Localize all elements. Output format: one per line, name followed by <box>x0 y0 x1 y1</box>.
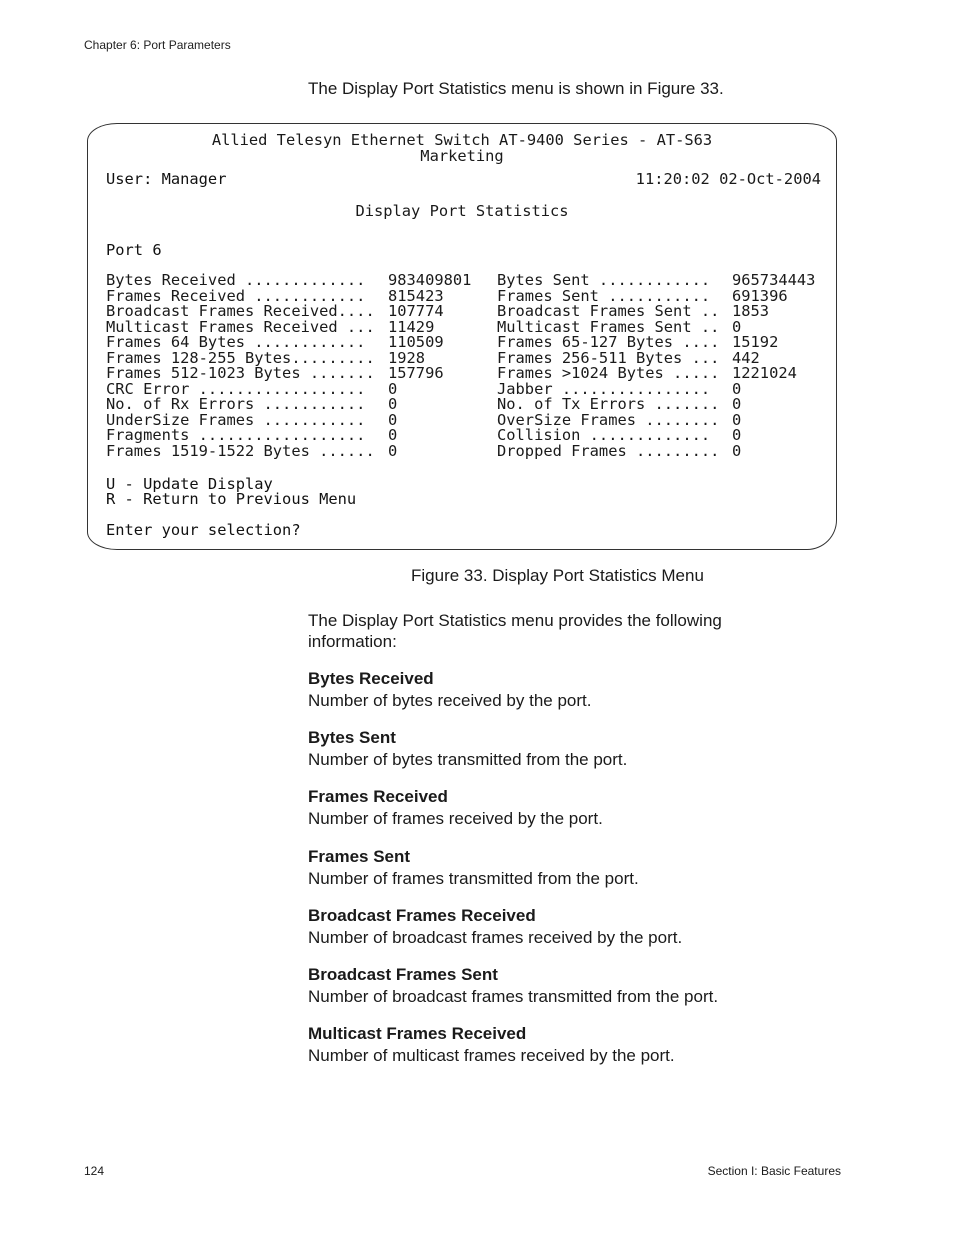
stat-label: No. of Tx Errors ....... <box>497 395 720 413</box>
stat-value: 1928 <box>388 348 426 367</box>
stat-label: Bytes Sent ............ <box>497 271 711 289</box>
page-number: 124 <box>84 1164 105 1178</box>
stat-value: 0 <box>732 395 742 413</box>
stat-label: Multicast Frames Sent .. <box>497 317 720 336</box>
stat-value: 11429 <box>388 317 435 336</box>
terminal-datetime: 11:20:02 02-Oct-2004 <box>635 170 821 188</box>
terminal-port: Port 6 <box>106 241 162 259</box>
stat-value: 983409801 <box>388 271 472 289</box>
stat-label: Jabber ................ <box>497 379 711 398</box>
figure-caption: Figure 33. Display Port Statistics Menu <box>411 566 704 585</box>
left-stats-labels <box>106 273 375 459</box>
stat-label: Frames 128-255 Bytes......... <box>106 348 375 367</box>
stat-label: UnderSize Frames ........... <box>106 410 366 429</box>
left-stats-values <box>388 273 471 459</box>
definition-item <box>308 846 808 905</box>
stat-label: Multicast Frames Received ... <box>106 317 375 336</box>
stat-value: 691396 <box>732 286 788 305</box>
definition-description: Number of broadcast frames received by the port. <box>308 927 683 947</box>
stat-value: 0 <box>732 410 742 429</box>
stat-value: 0 <box>732 317 742 336</box>
stat-label: Frames >1024 Bytes ..... <box>497 364 720 382</box>
definition-description: Number of frames transmitted from the port. <box>308 868 639 888</box>
stat-label: Frames Sent ........... <box>497 286 711 305</box>
stat-value: 0 <box>388 410 398 429</box>
stat-label: Frames 65-127 Bytes .... <box>497 333 720 351</box>
menu-option-return: R - Return to Previous Menu <box>106 490 357 508</box>
stat-label: Frames 256-511 Bytes ... <box>497 348 720 367</box>
definition-item <box>308 964 808 1023</box>
definition-description: Number of frames received by the port. <box>308 809 603 829</box>
stat-label: Collision ............. <box>497 426 711 444</box>
terminal-prompt: Enter your selection? <box>106 521 301 539</box>
stat-value: 0 <box>388 379 398 398</box>
definition-term: Multicast Frames Received <box>308 1024 527 1044</box>
stat-label: Frames 64 Bytes ............ <box>106 333 366 351</box>
definition-description: Number of multicast frames received by the port. <box>308 1046 675 1066</box>
chapter-header: Chapter 6: Port Parameters <box>84 38 231 52</box>
definition-term: Broadcast Frames Sent <box>308 964 498 984</box>
stat-label: Broadcast Frames Sent .. <box>497 302 720 320</box>
stat-value: 1853 <box>732 302 770 320</box>
definition-item <box>308 786 808 845</box>
stat-value: 0 <box>388 426 398 444</box>
definition-item <box>308 668 808 727</box>
definition-item <box>308 1023 808 1082</box>
definition-item <box>308 727 808 786</box>
stat-label: Dropped Frames ......... <box>497 441 720 460</box>
intro-text: The Display Port Statistics menu is shown in Figure 33. <box>308 79 724 98</box>
stat-value: 965734443 <box>732 271 816 289</box>
stat-value: 1221024 <box>732 364 797 382</box>
terminal-title: Allied Telesyn Ethernet Switch AT-9400 Series - AT-S63 <box>211 131 713 149</box>
definition-list <box>308 668 808 1082</box>
stat-label: Frames Received ............ <box>106 286 366 305</box>
body-intro: The Display Port Statistics menu provides the following information: <box>308 611 722 651</box>
stat-value: 0 <box>732 441 742 460</box>
stat-value: 15192 <box>732 333 779 351</box>
definition-term: Broadcast Frames Received <box>308 905 536 925</box>
stat-label: Bytes Received ............. <box>106 271 366 289</box>
stat-label: Frames 1519-1522 Bytes ...... <box>106 441 375 460</box>
definition-term: Bytes Sent <box>308 728 396 748</box>
stat-label: CRC Error .................. <box>106 379 366 398</box>
definition-description: Number of broadcast frames transmitted from the port. <box>308 986 719 1006</box>
stat-label: Broadcast Frames Received.... <box>106 302 375 320</box>
section-footer: Section I: Basic Features <box>707 1164 841 1178</box>
stat-value: 0 <box>732 426 742 444</box>
menu-option-update: U - Update Display <box>106 475 273 493</box>
stat-value: 157796 <box>388 364 444 382</box>
stat-label: OverSize Frames ........ <box>497 410 720 429</box>
stat-label: No. of Rx Errors ........... <box>106 395 366 413</box>
stat-value: 0 <box>732 379 742 398</box>
definition-term: Frames Sent <box>308 846 411 866</box>
stat-value: 442 <box>732 348 760 367</box>
definition-term: Frames Received <box>308 787 448 807</box>
definition-description: Number of bytes transmitted from the port. <box>308 750 628 770</box>
stat-value: 110509 <box>388 333 444 351</box>
definition-item <box>308 905 808 964</box>
stat-value: 0 <box>388 395 398 413</box>
terminal-screen-title: Display Port Statistics <box>355 202 569 220</box>
terminal-user: User: Manager <box>106 170 227 188</box>
definition-description: Number of bytes received by the port. <box>308 691 592 710</box>
stat-value: 107774 <box>388 302 444 320</box>
stat-value: 815423 <box>388 286 444 305</box>
stat-label: Fragments .................. <box>106 426 366 444</box>
definition-term: Bytes Received <box>308 669 434 688</box>
stat-value: 0 <box>388 441 398 460</box>
right-stats-values <box>732 273 815 459</box>
right-stats-labels <box>497 273 719 459</box>
terminal-system-name: Marketing <box>420 147 504 165</box>
stat-label: Frames 512-1023 Bytes ....... <box>106 364 375 382</box>
